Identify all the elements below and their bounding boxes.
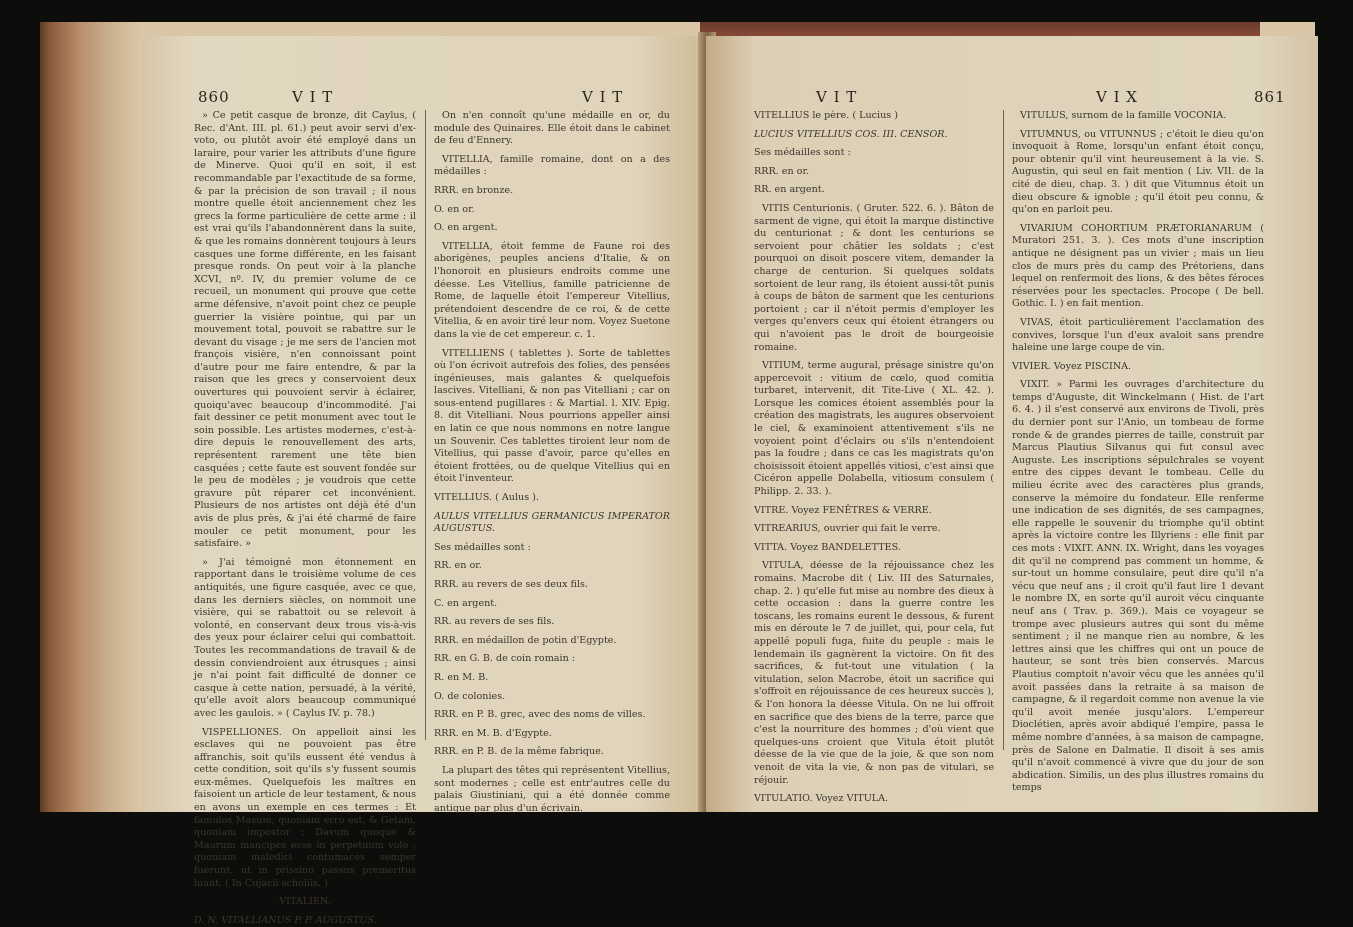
left-column-2: [434, 110, 670, 814]
entry-paragraph: VITIUM, terme augural, présage sinistre qu'on appercevoit : vitium de cœlo, quod comitia turbaret, intervenit, dit Tite-Live ( XL. 42. ). Lorsque les comices étoient assemblés pour la création des magistrats, les augures observoient le ciel, & examinoient attentivement s'ils ne voyoient point d'éclairs ou s'ils n'entendoient pas la foudre ; dans ce cas les magistrats qu'on choisissoit étoient appellés vitiosi, c'est ainsi que Cicéron appelle Dolabella, vitiosum consulem ( Philipp. 2. 33. ).: [754, 360, 994, 498]
medal-line: Ses médailles sont :: [434, 541, 531, 553]
medal-line: RRR. en bronze.: [434, 184, 514, 196]
entry-paragraph: VIVARIUM COHORTIUM PRÆTORIANARUM ( Muratori 251. 3. ). Ces mots d'une inscription antique ne désignent pas un vivier ; mais un lieu clos de murs près du camp des Prétoriens, dans lequel on renfermoit des lions, & des bêtes féroces réservées pour les spectacles. Procope ( De bell. Gothic. I. ) en fait mention.: [1012, 222, 1264, 310]
entry-paragraph: VITELLIA, famille romaine, dont on a des médailles :: [434, 153, 670, 178]
entry-paragraph: VISPELLIONES. On appelloit ainsi les esclaves qui ne pouvoient pas être affranchis, soit qu'ils eussent été vendus à cette condition, soit qu'ils s'y fussent soumis eux-mêmes. Quelquefois les maîtres en faisoient un article de leur testament, & nous en avons un exemple en ces termes : Et famulos Masum, quoniam erro est, & Getam, quoniam impostor ; Davum quoque & Maurum mancipes esse in perpetuum volo ; quoniam maledici contumaces semper fuerunt, ut in prissino passus premeritus luant. ( In Cujacii scholiis. ): [194, 726, 416, 889]
medal-line: C. en argent.: [434, 597, 498, 609]
column-divider: [425, 110, 426, 740]
medal-line: RRR. au revers de ses deux fils.: [434, 579, 588, 590]
entry-paragraph: » J'ai témoigné mon étonnement en rapportant dans le troisième volume de ces antiquités, une figure casquée, avec ce que, dans les derniers siècles, on nommoit une visière, qui se rabattoit ou se relevoit à volonté, en conservant deux trous vis-à-vis des yeux pour éclairer celui qui combattoit. Toutes les recommandations de travail & de dessin conviendroient aux étrusques ; ainsi je n'ai point fait difficulté de donner ce casque à cette nation, persuadé, à la vérité, qu'elle avoit alors beaucoup communiqué avec les gaulois. » ( Caylus IV. p. 78.): [194, 556, 416, 719]
entry-heading: VITELLIUS le père. ( Lucius ): [754, 110, 899, 121]
entry-paragraph: La plupart des têtes qui représentent Vitellius, sont modernes ; celle est entr'autres celle du palais Giustiniani, qui a été donnée comme antique par plus d'un écrivain.: [434, 764, 670, 814]
entry-paragraph: VITUMNUS, ou VITUNNUS ; c'étoit le dieu qu'on invoquoit à Rome, lorsqu'un enfant étoit conçu, pour obtenir qu'il vint heureusement à la vie. S. Augustin, qui seul en fait mention ( Liv. VII. de la cité de dieu, chap. 3. ) dit que Vitumnus étoit un dieu obscure & ignoble ; qu'il étoit peu connu, & qu'on en parloit peu.: [1012, 128, 1264, 216]
entry-paragraph: VITIS Centurionis. ( Gruter. 522. 6. ). Bâton de sarment de vigne, qui étoit la marque distinctive du centurionat ; & dont les centurions se servoient pour châtier les soldats ; c'est pourquoi on disoit poscere vitem, demander la charge de centurion. Si quelques soldats sortoient de leur rang, ils étoient aussi-tôt punis à coups de bâton de sarment que les centurions portoient ; car il n'étoit permis d'employer les verges qu'envers ceux qui étoient étrangers ou qui n'avoient pas le droit de bourgeoisie romaine.: [754, 202, 994, 353]
entry-paragraph: VIXIT. » Parmi les ouvrages d'architecture du temps d'Auguste, dit Winckelmann ( Hist. de l'art 6. 4. ) il s'est conservé aux environs de Tivoli, près du dernier pont sur l'Anio, un tombeau de forme ronde & de grandes pierres de taille, construit par Marcus Plautius Silvanus qui fut consul avec Auguste. Les inscriptions sépulchrales se voyent entre des cippes devant le tombeau. Celle du milieu écrite avec des caractères plus grands, conserve la mémoire du fondateur. Elle renferme une indication de ses dignités, de ses campagnes, elle rappelle le souvenir du triomphe qu'il obtint après la victoire contre les Illyriens : elle finit par ces mots : VIXIT. ANN. IX. Wright, dans les voyages dit qu'il ne comprend pas comment un homme, & sur-tout un homme consulaire, peut dire qu'il n'a vécu que neuf ans ; il croit qu'il faut lire 1 devant le nombre IX, en sorte qu'il auroit vécu cinquante neuf ans ( Trav. p. 369.). Mais ce voyageur se trompe avec plusieurs autres qui sont du même sentiment ; il ne manque rien au nombre, & les lettres ainsi que les chiffres qui ont un pouce de hauteur, se sont très bien conservés. Marcus Plautius comptoit n'avoir vécu que les années qu'il avoit passées dans la retraite à sa maison de campagne, & il regardoit comme non avenue la vie qu'il avoit menée jusqu'alors. L'empereur Dioclétien, après avoir abdiqué l'empire, passa le même nombre d'années, à sa maison de campagne, près de Salone en Dalmatie. Il disoit à ses amis qu'il n'avoit commencé à vivre que du jour de son abdication. Similis, un des plus illustres romains du temps: [1012, 379, 1264, 794]
medal-line: O. en argent.: [434, 222, 498, 234]
medal-line: RR. en argent.: [754, 184, 825, 196]
entry-line: VITREARIUS, ouvrier qui fait le verre.: [754, 523, 941, 535]
right-running-head-2: V I X: [1096, 88, 1138, 106]
left-running-head-2: V I T: [582, 88, 624, 106]
entry-paragraph: VITULA, déesse de la réjouissance chez les romains. Macrobe dit ( Liv. III des Saturnales, chap. 2. ) qu'elle fut mise au nombre des dieux à cette occasion : dans la guerre contre les toscans, les romains eurent le dessous, & furent mis en déroute le 7 de juillet, qui, pour cela, fut appellé populi fuga, fuite du peuple : mais le lendemain ils gagnèrent la victoire. On fit des sacrifices, & fut-tout une vitulation ( la vitulation, selon Macrobe, étoit un sacrifice qui s'offroit en réjouissance de ces heureux succès ), & l'on honora la déesse Vitula. On ne lui offroit en sacrifice que des biens de la terre, parce que c'est la nourriture des hommes ; d'où vient que quelques-uns croient que Vitula étoit plutôt déesse de la vie que de la joie, & que son nom venoit de vita la vie, & non pas de vitulari, se réjouir.: [754, 560, 994, 786]
entry-heading: VITELLIUS. ( Aulus ).: [434, 492, 539, 504]
entry-line: LUCIUS VITELLIUS COS. III. CENSOR.: [754, 128, 948, 140]
right-page-number: 861: [1254, 88, 1286, 106]
entry-line: D. N. VITALLIANUS P. P. AUGUSTUS.: [194, 914, 377, 926]
medal-line: RRR. en P. B. grec, avec des noms de villes.: [434, 709, 646, 721]
medal-line: RR. en or.: [434, 560, 482, 572]
column-divider: [1003, 110, 1004, 750]
entry-line: VITRE. Voyez FENÊTRES & VERRE.: [754, 504, 932, 516]
entry-paragraph: VITULUS, surnom de la famille VOCONIA.: [1020, 110, 1227, 121]
entry-heading: VITALIEN.: [279, 896, 331, 908]
medal-line: RRR. en médaillon de potin d'Egypte.: [434, 634, 617, 646]
entry-line: VITTA. Voyez BANDELETTES.: [754, 541, 901, 553]
left-column-1: [194, 110, 416, 926]
entry-paragraph: VITELLIA, étoit femme de Faune roi des aborigènes, peuples anciens d'Italie, & on l'honoroit en plusieurs endroits comme une déesse. Les Vitellius, famille patricienne de Rome, de laquelle étoit l'empereur Vitellius, prétendoient descendre de ce roi, & de cette Vitellia, & en avoir tiré leur nom. Voyez Suetone dans la vie de cet empereur. c. 1.: [434, 240, 670, 340]
left-page: [142, 36, 722, 926]
entry-paragraph: » Ce petit casque de bronze, dit Caylus, ( Rec. d'Ant. III. pl. 61.) peut avoir servi d'ex-voto, ou plutôt avoir été employé dans un laraire, pour varier les attributs d'une figure de Minerve. Quoi qu'il en soit, il est recommandable par l'exactitude de sa forme, & par la précision de son travail ; il nous montre quelle étoit anciennement chez les grecs la forme particulière de cette arme : il est vrai qu'ils l'abandonnèrent dans la suite, & que les romains donnèrent toujours à leurs casques une forme différente, en les faisant presque ronds. On peut voir à la planche XCVI, nº. IV, du premier volume de ce recueil, un monument qui prouve que cette arme défensive, n'avoit point chez ce peuple guerrier la visière pointue, qui par un mouvement total, pouvoit se rabattre sur le devant du visage ; je me sers de l'ancien mot françois visière, n'en connoissant point d'autre pour me faire entendre, & par la raison que les grecs y conservoient deux ouvertures qui pouvoient servir à éclairer, quoiqu'avec beaucoup d'incommodité. J'ai fait dessiner ce petit monument avec tout le soin possible. Les artistes modernes, c'est-à-dire depuis le renouvellement des arts, représentent rarement une tête bien casquées ; cette faute est souvent fondée sur le peu de modèles ; je voudrois que cette gravure pût réparer cet inconvénient. Plusieurs de nos artistes ont déjà été d'un avis de plus près, & j'ai été charmé de faire mouler ce petit monument, pour les satisfaire. »: [194, 110, 416, 550]
medal-line: RR. au revers de ses fils.: [434, 616, 555, 628]
left-page-number: 860: [198, 88, 230, 106]
right-column-2: [1012, 110, 1264, 810]
entry-line: VITULATIO. Voyez VITULA.: [754, 793, 889, 805]
right-page: [706, 36, 1318, 812]
medal-line: RRR. en or.: [754, 165, 810, 177]
medal-line: Ses médailles sont :: [754, 147, 851, 159]
open-book: [40, 22, 1315, 926]
right-column-1: [754, 110, 994, 810]
entry-paragraph: On n'en connoît qu'une médaille en or, du module des Quinaires. Elle étoit dans le cabinet de feu d'Ennery.: [434, 110, 670, 147]
medal-line: O. de colonies.: [434, 690, 506, 702]
medal-line: RRR. en M. B. d'Egypte.: [434, 727, 552, 739]
entry-line: VIVIER. Voyez PISCINA.: [1012, 360, 1132, 372]
medal-line: R. en M. B.: [434, 671, 489, 683]
medal-line: RRR. en P. B. de la même fabrique.: [434, 746, 604, 758]
entry-paragraph: VITELLIENS ( tablettes ). Sorte de tablettes où l'on écrivoit autrefois des folies, des pensées ingénieuses, mais galantes & quelquefois lascives. Vitelliani, & non pas Vitelliani ; car on sous-entend pugillares : & Martial. l. XIV. Epig. 8. dit Vitelliani. Nous pourrions appeller ainsi en latin ce que nous nommons en notre langue un Souvenir. Ces tablettes tiroient leur nom de Vitellius, qui passe d'avoir, parce qu'elles en étoient frottées, ou de quelque Vitellius qui en étoit l'inventeur.: [434, 347, 670, 485]
entry-line: AULUS VITELLIUS GERMANICUS IMPERATOR AUGUSTUS.: [434, 510, 670, 535]
entry-paragraph: VIVAS, étoit particulièrement l'acclamation des convives, lorsque l'un d'eux avaloit sans prendre haleine une large coupe de vin.: [1012, 316, 1264, 354]
medal-line: O. en or.: [434, 203, 475, 215]
left-running-head-1: V I T: [292, 88, 334, 106]
right-running-head-1: V I T: [816, 88, 858, 106]
medal-line: RR. en G. B. de coin romain :: [434, 653, 576, 665]
